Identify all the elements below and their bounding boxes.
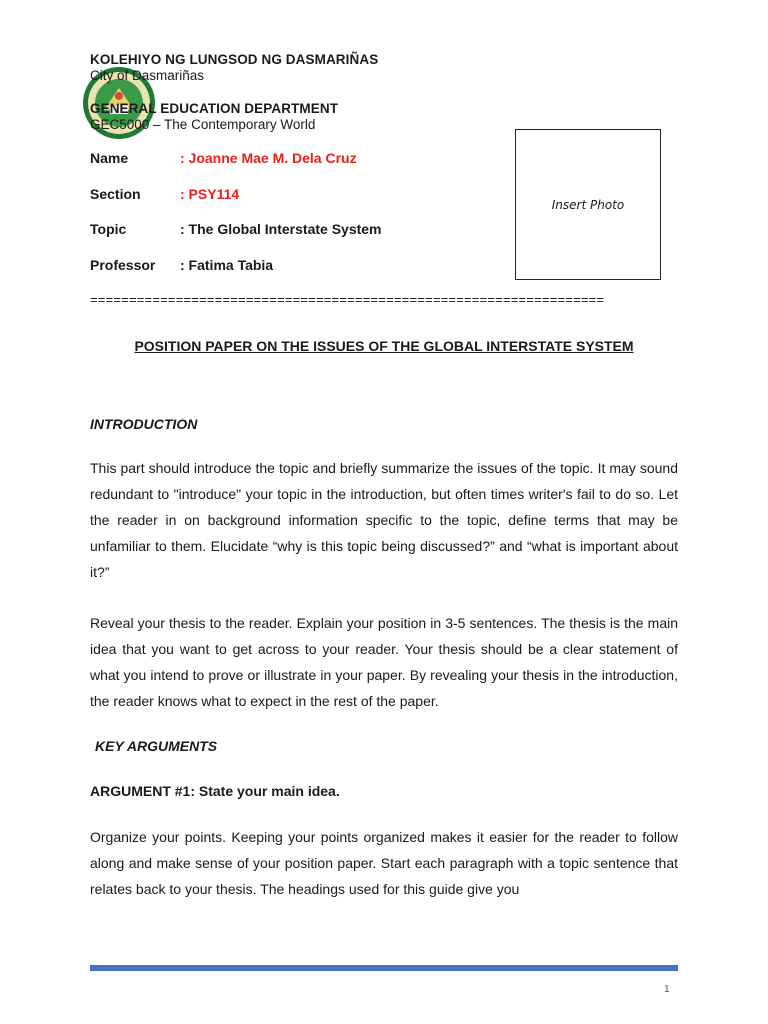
info-value: : Fatima Tabia xyxy=(180,257,274,273)
info-row-section xyxy=(90,186,239,202)
page-number: 1 xyxy=(664,984,670,995)
info-label: Section xyxy=(90,186,141,202)
info-label: Topic xyxy=(90,221,127,237)
separator-line: ================================================================== xyxy=(90,292,605,307)
info-row-name xyxy=(90,150,357,166)
document-title: POSITION PAPER ON THE ISSUES OF THE GLOBAL INTERSTATE SYSTEM xyxy=(134,338,634,354)
city-name: City of Dasmariñas xyxy=(90,68,205,83)
argument-1-heading: ARGUMENT #1: State your main idea. xyxy=(90,783,340,799)
institution-name: KOLEHIYO NG LUNGSOD NG DASMARIÑAS xyxy=(90,52,379,67)
info-value: : The Global Interstate System xyxy=(180,221,382,237)
introduction-heading: INTRODUCTION xyxy=(90,416,198,432)
photo-placeholder-box xyxy=(515,129,661,280)
argument-1-paragraph: Organize your points. Keeping your points organized makes it easier for the reader to follow along and make sense of your position paper. Start each paragraph with a topic sentence that relates back to your thesis. The headings used for this guide give you xyxy=(90,829,678,897)
footer-bar xyxy=(90,965,678,971)
department-name: GENERAL EDUCATION DEPARTMENT xyxy=(90,101,339,116)
info-label: Professor xyxy=(90,257,156,273)
info-label: Name xyxy=(90,150,129,166)
introduction-paragraph-1: This part should introduce the topic and briefly summarize the issues of the topic. It may sound redundant to "introduce" your topic in the introduction, but often times writer's fail to do so. Let the reader in on background information specific to the topic, define terms that may be unfamiliar to them. Elucidate “why is this topic being discussed?” and “what is important about it?” xyxy=(90,460,678,580)
introduction-paragraph-2: Reveal your thesis to the reader. Explain your position in 3-5 sentences. The thesis is the main idea that you want to get across to your reader. Your thesis should be a clear statement of what you intend to prove or illustrate in your paper. By revealing your thesis in the introduction, the reader knows what to expect in the rest of the paper. xyxy=(90,615,678,709)
info-value: : PSY114 xyxy=(180,186,240,202)
info-row-topic xyxy=(90,221,382,237)
course-name: GEC5000 – The Contemporary World xyxy=(90,117,316,132)
info-row-professor xyxy=(90,257,273,273)
info-value: : Joanne Mae M. Dela Cruz xyxy=(180,150,357,166)
key-arguments-heading: KEY ARGUMENTS xyxy=(95,738,218,754)
photo-placeholder-label: Insert Photo xyxy=(551,198,625,212)
